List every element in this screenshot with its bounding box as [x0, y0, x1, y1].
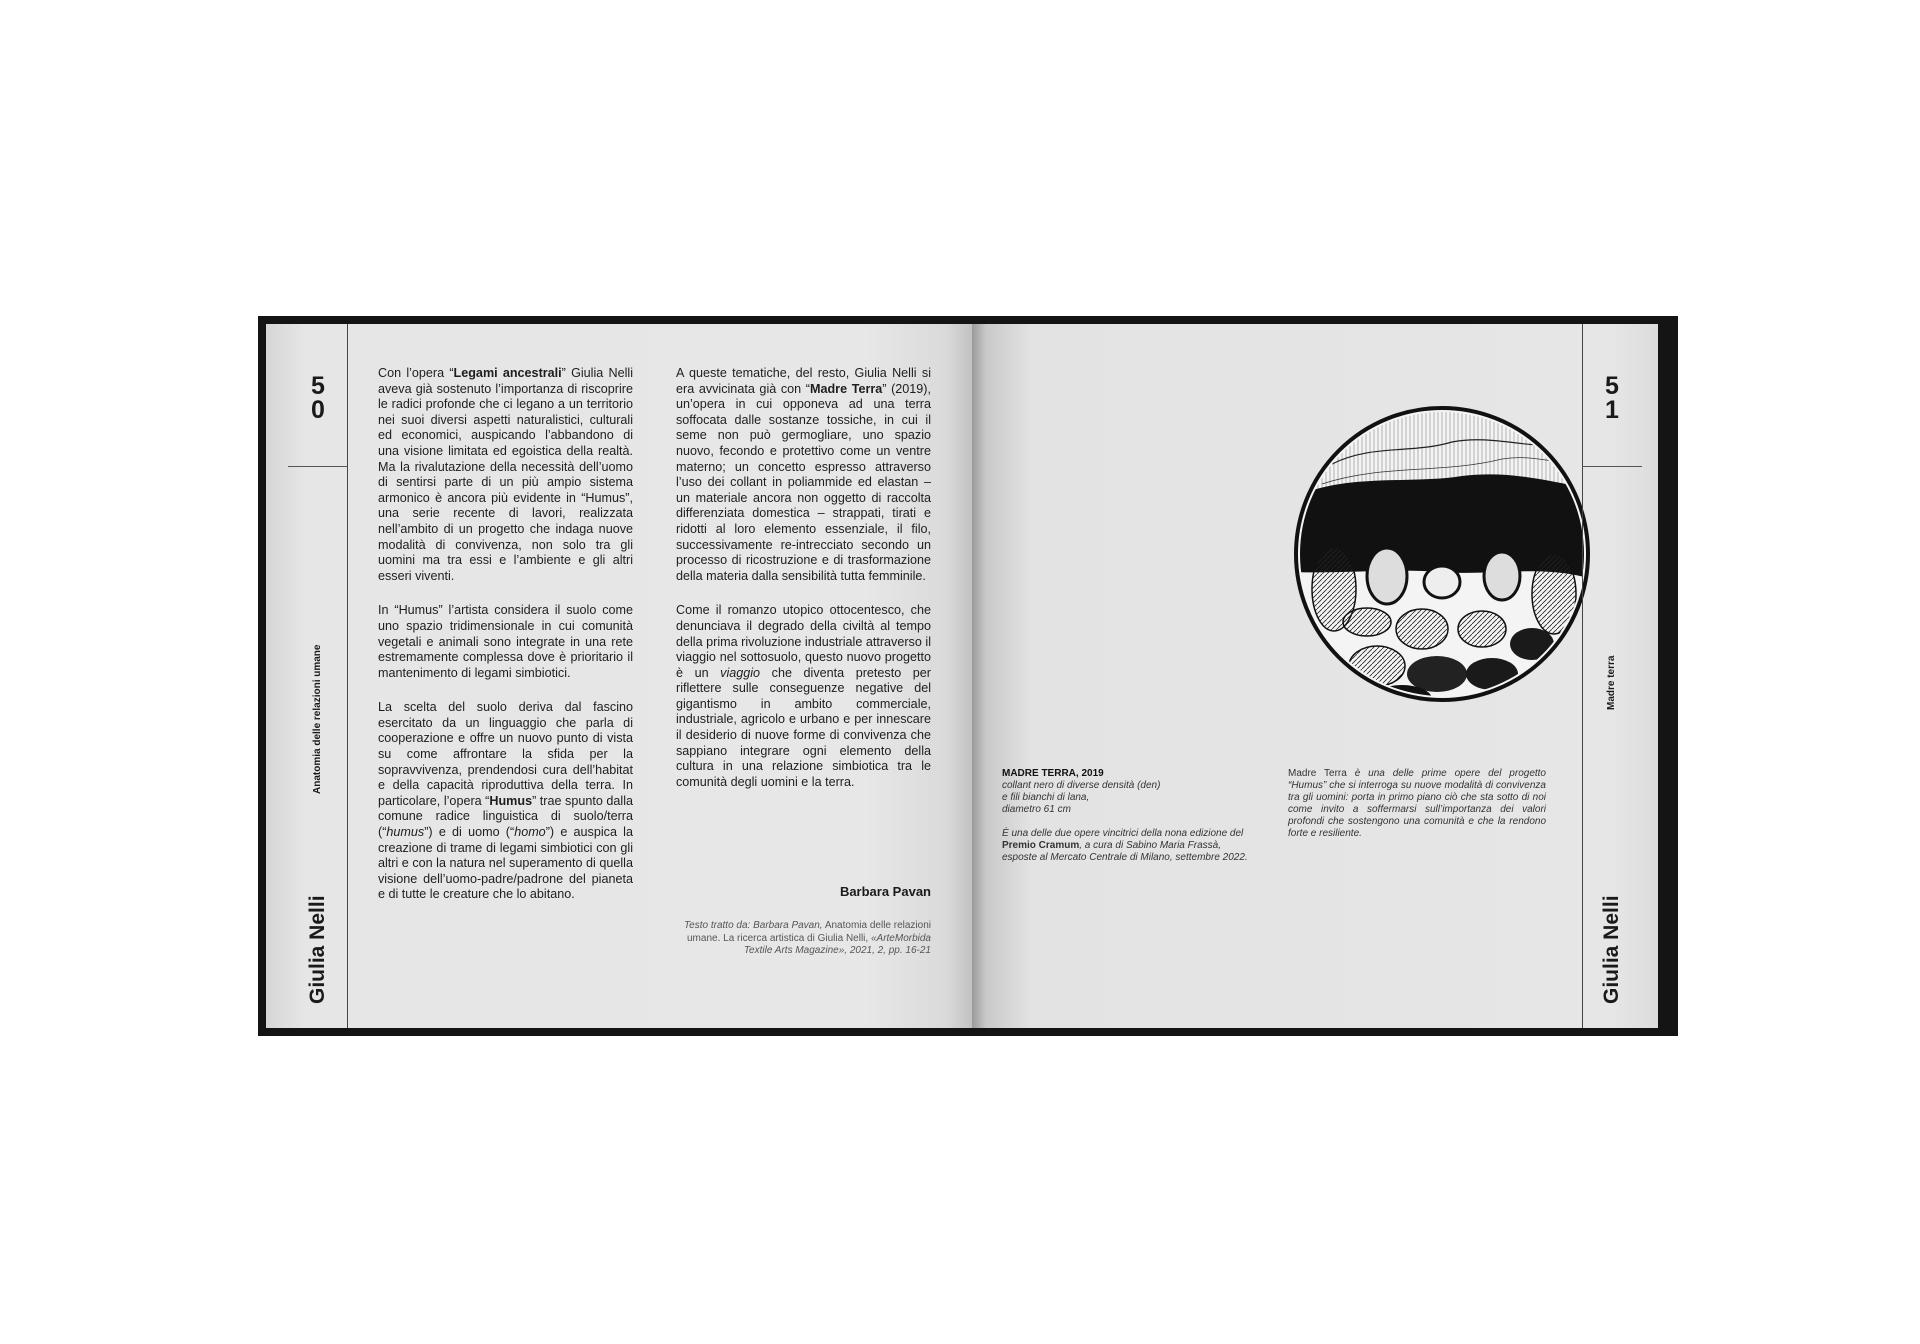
paragraph: Con l’opera “Legami ancestrali” Giulia Nelli aveva già sostenuto l’importanza di riscoprire le radici profonde che ci legano a un territorio nei suoi diversi aspetti naturalistici, culturali ed economici, auspicando l’abbandono di una visione limitata ed egoistica della realtà. Ma la rivalutazione della necessità dell’uomo di sentirsi parte di un più ampio sistema armonico è ancora più evidente in “Humus”, una serie recente di lavori, realizzata nell’ambito di un progetto che indaga nuove modalità di convivenza, non solo tra gli uomini ma tra essi e l’ambiente e gli altri esseri viventi. [378, 366, 633, 583]
caption-diameter: diametro 61 cm [1002, 804, 1071, 815]
left-page-strip [288, 324, 348, 1028]
paragraph: Come il romanzo utopico ottocentesco, che denunciava il degrado della civiltà al tempo della prima rivoluzione industriale attraverso il viaggio nel sottosuolo, questo nuovo progetto è un viaggio che diventa pretesto per riflettere sulle conseguenze negative del gigantismo in ambito commerciale, industriale, agricolo e urbano e per innescare il desiderio di nuove forme di convivenza che sappiano integrare ogni elemento della cultura in una relazione simbiotica tra le comunità degli uomini e la terra. [676, 603, 931, 789]
artwork-caption [1002, 768, 1252, 864]
open-book [258, 316, 1678, 1036]
running-header-right: Madre terra [1606, 655, 1617, 710]
text-column-2 [676, 366, 931, 809]
book-cover-top [258, 316, 1678, 324]
page-number-left: 5 0 [311, 372, 325, 424]
paragraph: A queste tematiche, del resto, Giulia Nelli si era avvicinata già con “Madre Terra” (2019), un’opera in cui opponeva ad una terra soffocata dalle sostanze tossiche, in cui il seme non può germogliare, uno spazio nuovo, fecondo e protettivo come un ventre materno; un concetto espresso attraverso l’uso dei collant in poliammide ed elastan – un materiale ancora non oggetto di raccolta differenziata domestica – strappati, tirati e ridotti al loro elemento essenziale, il filo, successivamente re-intrecciato secondo un processo di ricostruzione e di trasformazione della materia dalla sensibilità tutta femminile. [676, 366, 931, 583]
author-name-vertical-left: Giulia Nelli [306, 895, 329, 1004]
caption-title: MADRE TERRA, 2019 [1002, 768, 1104, 779]
book-cover-right [1656, 324, 1678, 1036]
paragraph: In “Humus” l’artista considera il suolo come uno spazio tridimensionale in cui comunità vegetali e animali sono integrate in una rete estremamente complessa dove è prioritario il mantenimento di legami simbiotici. [378, 603, 633, 680]
text-column-1 [378, 366, 633, 922]
right-page-strip [1582, 324, 1642, 1028]
caption-note: È una delle due opere vincitrici della nona edizione del Premio Cramum, a cura di Sabino Maria Frassà, esposte al Mercato Centrale di Milano, settembre 2022. [1002, 828, 1248, 863]
right-page [972, 324, 1658, 1028]
running-header-left: Anatomia delle relazioni umane [312, 644, 323, 794]
artwork-quote: Madre Terra è una delle prime opere del progetto “Humus” che si interroga su nuove modalità di convivenza tra gli uomini: porta in primo piano ciò che sta sotto di noi come invito a soffermarsi sull’importanza dei valori profondi che sostengono una comunità e che la rendono forte e resiliente. [1288, 768, 1546, 839]
left-page [266, 324, 972, 1028]
source-note: Testo tratto da: Barbara Pavan, Anatomia delle relazioni umane. La ricerca artistica di Giulia Nelli, «ArteMorbida Textile Arts Magazine», 2021, 2, pp. 16-21 [683, 920, 931, 956]
author-name-vertical-right: Giulia Nelli [1600, 895, 1623, 1004]
caption-material-2: e fili bianchi di lana, [1002, 792, 1090, 803]
caption-material-1: collant nero di diverse densità (den) [1002, 780, 1161, 791]
author-signature: Barbara Pavan [839, 884, 931, 899]
madre-terra-artwork-image [1292, 404, 1592, 704]
page-number-right: 5 1 [1605, 372, 1619, 424]
book-cover-bottom [258, 1028, 1678, 1036]
paragraph: La scelta del suolo deriva dal fascino esercitato da un linguaggio che parla di cooperazione e offre un nuovo punto di vista su come affrontare la sfida per la sopravvivenza, prendendosi cura dell’habitat e della capacità riproduttiva della terra. In particolare, l’opera “Humus” trae spunto dalla comune radice linguistica di suolo/terra (“humus”) e di uomo (“homo”) e auspica la creazione di trame di legami simbiotici con gli altri e con la natura nel superamento di quella visione dell’uomo-padre/padrone del pianeta e di tutte le creature che lo abitano. [378, 700, 634, 902]
